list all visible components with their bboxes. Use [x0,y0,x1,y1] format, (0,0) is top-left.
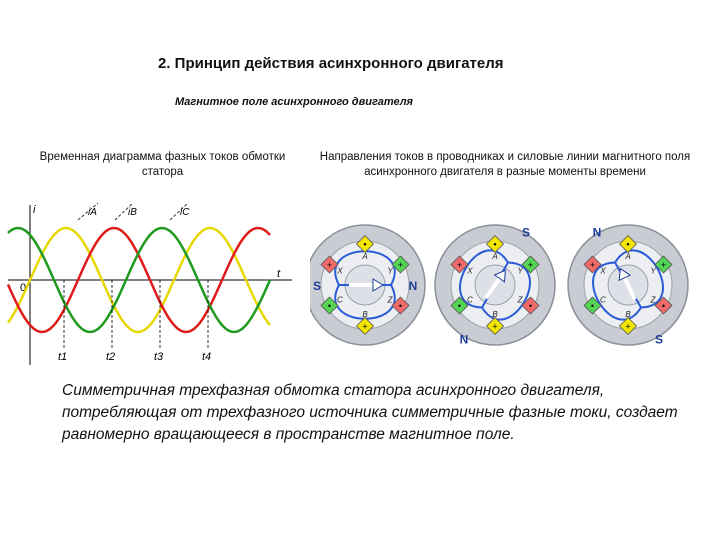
svg-text:•: • [528,301,533,311]
svg-text:+: + [326,260,333,270]
pole-label: S [312,279,322,293]
svg-text:+: + [589,260,596,270]
svg-text:•: • [363,239,367,250]
svg-text:•: • [493,239,497,250]
pole-label: S [521,225,531,240]
t-axis-label: t [277,268,281,280]
pole-label: N [408,279,418,293]
motor-2 [435,225,555,347]
svg-text:+: + [625,321,631,332]
svg-text:•: • [661,301,666,311]
svg-text:•: • [626,239,630,250]
i-axis-label: i [33,204,36,216]
ia-label: iA [88,207,97,218]
svg-text:X: X [467,266,473,276]
svg-text:+: + [492,321,498,332]
conclusion-text: Симметричная трехфазная обмотка статора асинхронного двигателя, потребляющая от трехфазного источника симметричные фазные токи, создает равномерно вращающееся в пространстве магнитное поле. [62,382,678,443]
svg-text:Z: Z [517,295,523,305]
phase-current-diagram [0,195,300,370]
motor-diagrams [310,210,710,360]
svg-text:B: B [625,310,631,319]
svg-text:+: + [527,260,534,270]
waveform-caption: Временная диаграмма фазных токов обмотки статора [39,151,286,178]
t1-label: t1 [58,351,68,363]
ic-label: iC [180,207,190,218]
svg-text:•: • [590,301,595,311]
t2-label: t2 [106,351,116,363]
page-title: 2. Принцип действия асинхронного двигателя [158,55,504,72]
svg-text:C: C [466,295,473,305]
svg-text:B: B [362,310,368,319]
motor-3 [568,225,688,347]
svg-text:X: X [600,266,606,276]
svg-text:+: + [456,260,463,270]
pole-label: N [592,225,602,240]
ib-label: iB [128,207,137,218]
svg-text:Y: Y [650,266,656,276]
svg-text:X: X [337,266,343,276]
svg-text:A: A [625,252,631,261]
pole-label: S [654,332,664,347]
svg-text:Z: Z [650,295,656,305]
svg-text:C: C [599,295,606,305]
svg-text:B: B [492,310,498,319]
svg-text:A: A [492,252,498,261]
svg-text:A: A [362,252,368,261]
svg-text:C: C [336,295,343,305]
svg-text:+: + [362,321,368,332]
svg-text:•: • [457,301,462,311]
page-subtitle: Магнитное поле асинхронного двигателя [175,96,414,108]
pole-label: N [459,332,469,347]
svg-text:+: + [397,260,404,270]
svg-text:•: • [398,301,403,311]
t4-label: t4 [202,351,212,363]
motor-1 [310,225,425,345]
t3-label: t3 [154,351,164,363]
svg-text:+: + [660,260,667,270]
motor-caption: Направления токов в проводниках и силовые линии магнитного поля асинхронного двигателя в разные моменты времени [319,151,691,178]
svg-text:Y: Y [387,266,393,276]
svg-text:•: • [327,301,332,311]
svg-text:Y: Y [517,266,523,276]
origin-label: 0 [20,282,27,294]
svg-text:Z: Z [387,295,393,305]
